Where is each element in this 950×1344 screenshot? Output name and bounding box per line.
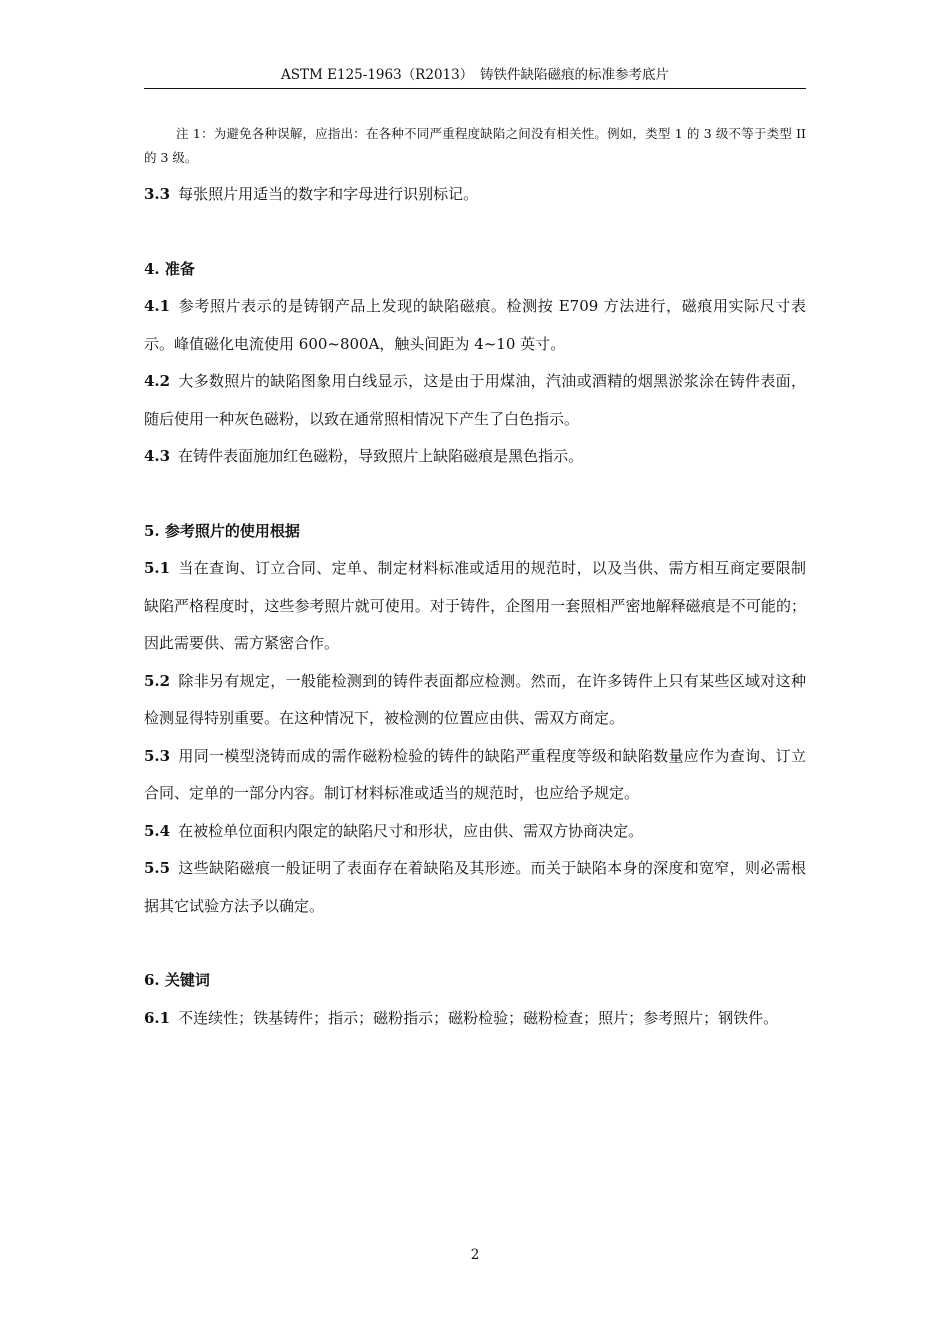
para-4-2-text: 大多数照片的缺陷图象用白线显示，这是由于用煤油，汽油或酒精的烟黑淤浆涂在铸件表面，随后使用一种灰色磁粉，以致在通常照相情况下产生了白色指示。 [144,372,806,428]
para-5-2-num: 5.2 [144,671,171,690]
heading-5: 5. 参考照片的使用根据 [144,521,300,540]
running-header: ASTM E125-1963（R2013） 铸铁件缺陷磁痕的标准参考底片 [281,67,669,83]
para-5-4-num: 5.4 [144,821,171,840]
heading-6: 6. 关键词 [144,971,210,989]
para-5-3-text: 用同一模型浇铸而成的需作磁粉检验的铸件的缺陷严重程度等级和缺陷数量应作为查询、订立合同、定单的一部分内容。制订材料标准或适当的规范时，也应给予规定。 [144,746,806,802]
para-4-1 [144,288,806,363]
para-5-5-text: 这些缺陷磁痕一般证明了表面存在着缺陷及其形迹。而关于缺陷本身的深度和宽窄，则必需根据其它试验方法予以确定。 [144,859,806,915]
para-5-5-num: 5.5 [144,859,171,877]
para-6-1-num: 6.1 [144,1008,171,1027]
para-5-1 [144,550,806,663]
para-5-4 [144,813,806,851]
para-5-1-text: 当在查询、订立合同、定单、制定材料标准或适用的规范时，以及当供、需方相互商定要限制缺陷严格程度时，这些参考照片就可使用。对于铸件，企图用一套照相严密地解释磁痕是不可能的；因此需要供、需方紧密合作。 [144,559,806,652]
para-4-3-text: 在铸件表面施加红色磁粉，导致照片上缺陷磁痕是黑色指示。 [178,447,584,465]
para-6-1-text: 不连续性；铁基铸件；指示；磁粉指示；磁粉检验；磁粉检查；照片；参考照片；钢铁件。 [178,1008,779,1027]
para-5-5 [144,850,806,925]
para-5-3 [144,738,806,813]
para-4-3 [144,438,806,476]
heading-4: 4. 准备 [144,259,195,278]
note-1: 注 1：为避免各种误解，应指出：在各种不同严重程度缺陷之间没有相关性。例如，类型 1 的 3 级不等于类型 II 的 3 级。 [144,126,806,165]
para-3-3-num: 3.3 [144,185,171,203]
para-4-3-num: 4.3 [144,447,171,465]
page-body [144,122,806,1037]
para-5-2 [144,663,806,738]
para-3-3 [144,176,806,214]
header-rule [144,88,806,89]
para-5-1-num: 5.1 [144,559,171,577]
para-5-2-text: 除非另有规定，一般能检测到的铸件表面都应检测。然而，在许多铸件上只有某些区域对这种检测显得特别重要。在这种情况下，被检测的位置应由供、需双方商定。 [144,671,806,727]
para-4-2-num: 4.2 [144,372,171,390]
para-4-1-text: 参考照片表示的是铸钢产品上发现的缺陷磁痕。检测按 E709 方法进行，磁痕用实际尺寸表示。峰值磁化电流使用 600~800A，触头间距为 4~10 英寸。 [144,297,806,353]
page-number: 2 [470,1247,480,1263]
para-5-3-num: 5.3 [144,746,171,765]
para-4-2 [144,363,806,438]
para-4-1-num: 4.1 [144,297,171,315]
para-6-1 [144,1000,806,1038]
para-5-4-text: 在被检单位面积内限定的缺陷尺寸和形状，应由供、需双方协商决定。 [178,821,644,840]
para-3-3-text: 每张照片用适当的数字和字母进行识别标记。 [178,185,479,203]
